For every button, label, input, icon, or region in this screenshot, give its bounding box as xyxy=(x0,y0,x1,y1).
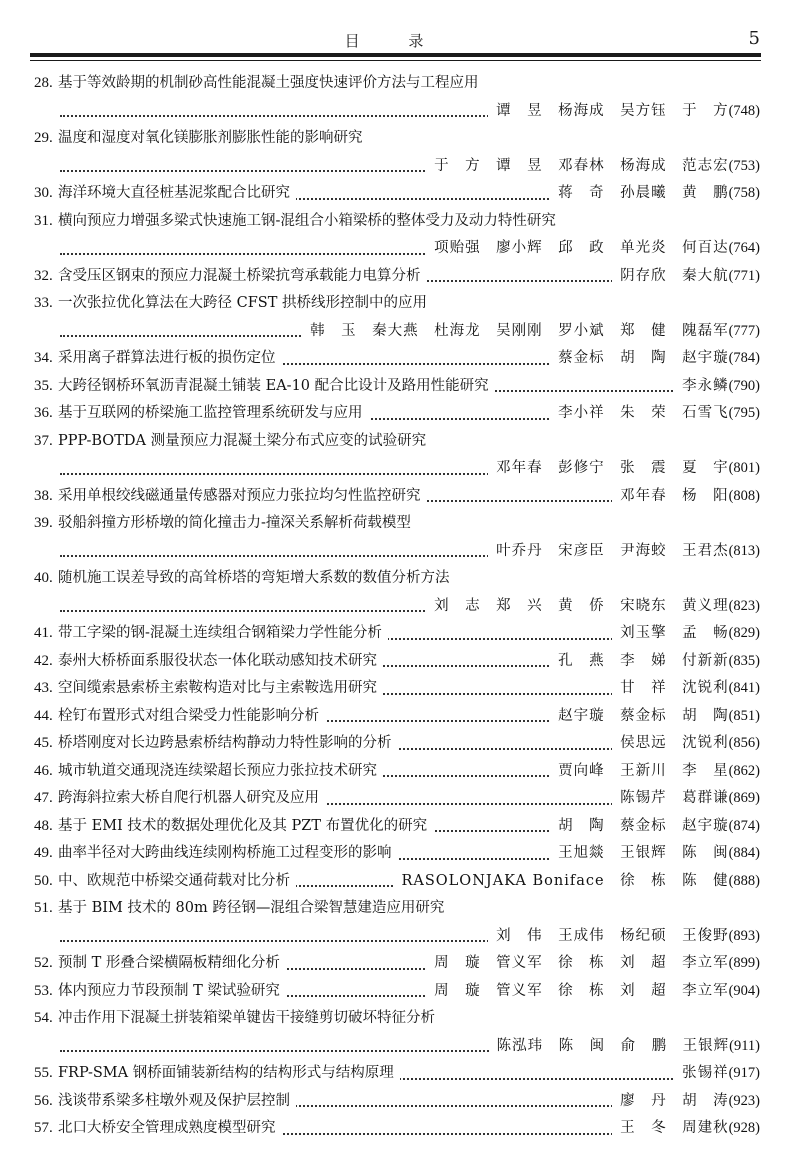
toc-entry-number: 30. xyxy=(34,185,53,201)
toc-entry-title-line xyxy=(0,1115,790,1143)
toc-entry-page: (841) xyxy=(728,680,760,696)
toc-entry-title-line xyxy=(0,263,790,291)
toc-entry-title: 空间缆索悬索桥主索鞍构造对比与主索鞍选用研究 xyxy=(58,675,383,703)
toc-entry[interactable] xyxy=(0,675,790,703)
running-header-title: 目 录 xyxy=(344,32,446,50)
toc-entry-authors-page xyxy=(612,263,760,291)
toc-entry-authors-page xyxy=(488,98,760,126)
toc-entry-title-line xyxy=(0,648,790,676)
toc-entry-author-line xyxy=(0,235,790,263)
toc-entry-title-line xyxy=(0,70,790,98)
toc-entry-page: (893) xyxy=(728,927,760,944)
toc-entry-title: FRP-SMA 钢桥面铺装新结构的结构形式与结构原理 xyxy=(58,1060,400,1088)
toc-entry-author-line xyxy=(0,153,790,181)
toc-entry[interactable] xyxy=(0,1060,790,1088)
toc-entry-page: (813) xyxy=(728,542,760,559)
toc-entry-number: 31. xyxy=(34,212,53,229)
toc-entry-title: 基于 EMI 技术的数据处理优化及其 PZT 布置优化的研究 xyxy=(58,813,433,841)
toc-entry-authors: RASOLONJAKA Boniface 徐 栋 陈 健 xyxy=(401,872,729,889)
toc-entry-title-line xyxy=(0,125,790,153)
toc-entry-page: (801) xyxy=(728,460,760,476)
toc-entry-author-line xyxy=(0,593,790,621)
toc-entry-title: 中、欧规范中桥梁交通荷载对比分析 xyxy=(58,868,296,896)
toc-entry[interactable] xyxy=(0,208,790,263)
toc-entry-page: (784) xyxy=(728,350,760,366)
toc-entry-title: 随机施工误差导致的高耸桥塔的弯矩增大系数的数值分析方法 xyxy=(58,570,450,586)
toc-entry-number: 43. xyxy=(34,680,53,696)
toc-entry-number: 40. xyxy=(34,570,53,586)
toc-entry-number: 44. xyxy=(34,707,53,724)
toc-entry[interactable] xyxy=(0,263,790,291)
toc-entry-title-line xyxy=(0,1005,790,1033)
toc-entry-page: (851) xyxy=(728,707,760,724)
toc-entry-page: (829) xyxy=(728,625,760,641)
toc-entry-page: (753) xyxy=(728,157,760,174)
toc-entry-title: 含受压区钢束的预应力混凝土桥梁抗弯承载能力电算分析 xyxy=(58,263,427,291)
toc-entry-title-line xyxy=(0,868,790,896)
toc-entry-authors-page xyxy=(426,950,760,978)
toc-entry-author-line xyxy=(0,1033,790,1061)
toc-entry-authors: 张锡祥 xyxy=(682,1065,729,1081)
toc-entry[interactable] xyxy=(0,345,790,373)
toc-entry-page: (771) xyxy=(728,267,760,284)
toc-entry-authors-page xyxy=(550,400,760,428)
toc-entry-authors: 甘 祥 沈锐利 xyxy=(620,680,729,696)
toc-entry-title-line xyxy=(0,978,790,1006)
toc-entry-authors-page xyxy=(674,1060,760,1088)
toc-entry-title-line xyxy=(0,730,790,758)
toc-entry-authors-page xyxy=(612,483,760,511)
toc-entry[interactable] xyxy=(0,785,790,813)
toc-entry-authors: 谭 昱 杨海成 吴方钰 于 方 xyxy=(496,102,729,119)
toc-entry-page: (869) xyxy=(728,790,760,806)
toc-entry-authors: 邓年春 彭修宁 张 震 夏 宇 xyxy=(496,460,729,476)
toc-entry-title-line xyxy=(0,483,790,511)
toc-entry-number: 46. xyxy=(34,762,53,779)
toc-entry-title-line xyxy=(0,290,790,318)
toc-entry-authors-page xyxy=(426,978,760,1006)
toc-entry-authors: 刘玉擎 孟 畅 xyxy=(620,625,729,641)
toc-entry[interactable] xyxy=(0,1088,790,1116)
toc-entry[interactable] xyxy=(0,483,790,511)
toc-entry-authors: 蔡金标 胡 陶 赵宇璇 xyxy=(558,350,729,366)
toc-entry-number: 38. xyxy=(34,487,53,504)
toc-entry[interactable] xyxy=(0,950,790,978)
toc-entry-authors: 廖 丹 胡 涛 xyxy=(620,1092,729,1109)
toc-entry-page: (874) xyxy=(728,817,760,834)
toc-entry[interactable] xyxy=(0,290,790,345)
toc-entry-authors-page xyxy=(550,703,760,731)
toc-entry-page: (777) xyxy=(728,322,760,339)
toc-entry-number: 28. xyxy=(34,75,53,91)
toc-entry-authors: 叶乔丹 宋彦臣 尹海蛟 王君杰 xyxy=(496,542,729,559)
toc-entry-authors: 邓年春 杨 阳 xyxy=(620,487,729,504)
toc-entry-title: PPP-BOTDA 测量预应力混凝土梁分布式应变的试验研究 xyxy=(58,432,427,449)
toc-entry-page: (884) xyxy=(728,845,760,861)
toc-entry-page: (823) xyxy=(728,597,760,614)
toc-entry-title-line xyxy=(0,840,790,868)
toc-entry-authors-page xyxy=(550,840,760,868)
toc-entry-authors: 蒋 奇 孙晨曦 黄 鹏 xyxy=(558,185,729,201)
toc-entry[interactable] xyxy=(0,648,790,676)
toc-entry[interactable] xyxy=(0,840,790,868)
toc-entry[interactable] xyxy=(0,620,790,648)
toc-entry-author-line xyxy=(0,455,790,483)
toc-entry-title-line xyxy=(0,345,790,373)
toc-entry-number: 54. xyxy=(34,1010,53,1026)
toc-entry-title: 城市轨道交通现浇连续梁超长预应力张拉技术研究 xyxy=(58,758,383,786)
toc-entry-number: 32. xyxy=(34,267,53,284)
toc-entry-title: 横向预应力增强多梁式快速施工钢-混组合小箱梁桥的整体受力及动力特性研究 xyxy=(58,212,556,229)
toc-entry-title-line xyxy=(0,813,790,841)
toc-entry-title-line xyxy=(0,758,790,786)
toc-entry-title-line xyxy=(0,1088,790,1116)
toc-entry-title: 基于 BIM 技术的 80m 跨径钢—混组合梁智慧建造应用研究 xyxy=(58,900,445,916)
toc-entry-page: (856) xyxy=(728,735,760,751)
toc-entry-page: (835) xyxy=(728,652,760,669)
toc-entry-number: 57. xyxy=(34,1120,53,1136)
header-rule-thick xyxy=(30,53,761,57)
toc-entry-page: (808) xyxy=(728,487,760,504)
toc-entry-number: 45. xyxy=(34,735,53,751)
toc-entry-number: 41. xyxy=(34,625,53,641)
toc-entry-title: 泰州大桥桥面系服役状态一体化联动感知技术研究 xyxy=(58,648,383,676)
toc-entry-number: 53. xyxy=(34,982,53,999)
toc-entry-authors-page xyxy=(426,235,760,263)
toc-entry-number: 52. xyxy=(34,955,53,971)
toc-entry-page: (917) xyxy=(728,1065,760,1081)
toc-entry-authors: 赵宇璇 蔡金标 胡 陶 xyxy=(558,707,729,724)
toc-entry-authors: 周 璇 管义军 徐 栋 刘 超 李立军 xyxy=(434,955,729,971)
toc-entry[interactable] xyxy=(0,565,790,620)
toc-entry-page: (888) xyxy=(728,872,760,889)
toc-entry-page: (764) xyxy=(728,240,760,256)
toc-entry-authors: 胡 陶 蔡金标 赵宇璇 xyxy=(558,817,729,834)
toc-entry-number: 42. xyxy=(34,652,53,669)
toc-entry[interactable] xyxy=(0,730,790,758)
toc-entry-title: 驳船斜撞方形桥墩的简化撞击力-撞深关系解析荷载模型 xyxy=(58,515,411,531)
toc-entry-page: (795) xyxy=(728,405,760,421)
toc-entry-title: 基于互联网的桥梁施工监控管理系统研发与应用 xyxy=(58,400,369,428)
toc-entry[interactable] xyxy=(0,70,790,125)
toc-entry-authors-page xyxy=(550,813,760,841)
toc-entry-number: 50. xyxy=(34,872,53,889)
toc-entry[interactable] xyxy=(0,125,790,180)
toc-entry-page: (899) xyxy=(728,955,760,971)
toc-entry[interactable] xyxy=(0,895,790,950)
toc-entry-title: 跨海斜拉索大桥自爬行机器人研究及应用 xyxy=(58,785,325,813)
toc-entry[interactable] xyxy=(0,428,790,483)
toc-entry-title-line xyxy=(0,180,790,208)
toc-entry-authors: 项贻强 廖小辉 邱 政 单光炎 何百达 xyxy=(434,240,729,256)
toc-entry[interactable] xyxy=(0,180,790,208)
toc-entry-page: (923) xyxy=(728,1092,760,1109)
toc-entry[interactable] xyxy=(0,510,790,565)
header-rule-thin xyxy=(30,60,761,61)
toc-entry-title-line xyxy=(0,950,790,978)
toc-entry-number: 35. xyxy=(34,377,53,394)
toc-entry-title: 一次张拉优化算法在大跨径 CFST 拱桥线形控制中的应用 xyxy=(58,295,427,311)
toc-entry[interactable] xyxy=(0,813,790,841)
toc-entry-authors: 李永鳞 xyxy=(682,377,729,394)
toc-entry-page: (911) xyxy=(729,1037,760,1054)
toc-entry-title: 海洋环境大直径桩基泥浆配合比研究 xyxy=(58,180,296,208)
toc-entry[interactable] xyxy=(0,1005,790,1060)
toc-entry-number: 29. xyxy=(34,130,53,146)
toc-entry-page: (928) xyxy=(728,1120,760,1136)
toc-entry-page: (790) xyxy=(728,377,760,394)
toc-entry-title: 基于等效龄期的机制砂高性能混凝土强度快速评价方法与工程应用 xyxy=(58,75,479,91)
toc-entry-number: 49. xyxy=(34,845,53,861)
toc-entry-authors-page xyxy=(550,648,760,676)
toc-entry-title-line xyxy=(0,373,790,401)
toc-entry-title-line xyxy=(0,895,790,923)
toc-entry-authors-page xyxy=(550,345,760,373)
toc-entry-authors: 孔 燕 李 娣 付新新 xyxy=(558,652,729,669)
toc-entry-authors: 韩 玉 秦大燕 杜海龙 吴刚刚 罗小斌 郑 健 隗磊军 xyxy=(310,322,729,339)
toc-entry-page: (748) xyxy=(728,102,760,119)
toc-entry-number: 39. xyxy=(34,515,53,531)
toc-entry-number: 37. xyxy=(34,432,53,449)
toc-entry-authors-page xyxy=(612,1088,760,1116)
toc-entry[interactable] xyxy=(0,758,790,786)
toc-entry-authors-page xyxy=(489,1033,760,1061)
toc-entry-authors: 于 方 谭 昱 邓春林 杨海成 范志宏 xyxy=(434,157,729,174)
toc-entry-author-line xyxy=(0,98,790,126)
toc-entry-author-line xyxy=(0,923,790,951)
toc-entry-number: 56. xyxy=(34,1092,53,1109)
toc-entry-authors: 侯思远 沈锐利 xyxy=(620,735,729,751)
toc-entry[interactable] xyxy=(0,373,790,401)
toc-entry-number: 55. xyxy=(34,1065,53,1081)
toc-entry-authors-page xyxy=(612,620,760,648)
toc-entry-title: 采用离子群算法进行板的损伤定位 xyxy=(58,345,282,373)
toc-entry-title: 大跨径钢桥环氧沥青混凝土铺装 EA-10 配合比设计及路用性能研究 xyxy=(58,373,495,401)
toc-entry-title: 体内预应力节段预制 T 梁试验研究 xyxy=(58,978,286,1006)
toc-entry-title: 温度和湿度对氧化镁膨胀剂膨胀性能的影响研究 xyxy=(58,130,363,146)
toc-entry-authors-page xyxy=(488,538,760,566)
toc-entry-authors-page xyxy=(488,923,760,951)
toc-entry-authors: 阴存欣 秦大航 xyxy=(620,267,729,284)
toc-entry-page: (758) xyxy=(728,185,760,201)
toc-entry[interactable] xyxy=(0,868,790,896)
toc-entry-authors: 陈锡芹 葛群谦 xyxy=(620,790,729,806)
toc-entry-title-line xyxy=(0,510,790,538)
toc-entry-title: 带工字梁的钢-混凝土连续组合钢箱梁力学性能分析 xyxy=(58,620,388,648)
toc-entry-authors-page xyxy=(612,730,760,758)
toc-entry-authors-page xyxy=(488,455,760,483)
toc-entry-title: 北口大桥安全管理成熟度模型研究 xyxy=(58,1115,282,1143)
toc-entry-authors-page xyxy=(426,593,760,621)
toc-entry-authors: 刘 志 郑 兴 黄 侨 宋晓东 黄义理 xyxy=(434,597,729,614)
toc-entry-title-line xyxy=(0,400,790,428)
toc-entry-authors: 周 璇 管义军 徐 栋 刘 超 李立军 xyxy=(434,982,729,999)
toc-entry-authors: 贾向峰 王新川 李 星 xyxy=(558,762,729,779)
toc-entry-title: 采用单根绞线磁通量传感器对预应力张拉均匀性监控研究 xyxy=(58,483,427,511)
toc-entry-title-line xyxy=(0,208,790,236)
toc-entry-number: 51. xyxy=(34,900,53,916)
toc-entry-number: 47. xyxy=(34,790,53,806)
toc-entry-number: 33. xyxy=(34,295,53,311)
toc-entry-page: (904) xyxy=(728,982,760,999)
toc-entry-title: 桥塔刚度对长边跨悬索桥结构静动力特性影响的分析 xyxy=(58,730,398,758)
page-number: 5 xyxy=(748,28,760,49)
toc-entry-authors-page xyxy=(612,675,760,703)
toc-entry-authors-page xyxy=(426,153,760,181)
toc-entry-title: 浅谈带系梁多柱墩外观及保护层控制 xyxy=(58,1088,296,1116)
toc-entry-title: 栓钉布置形式对组合梁受力性能影响分析 xyxy=(58,703,325,731)
toc-entry-title-line xyxy=(0,703,790,731)
toc-entry-authors: 刘 伟 王成伟 杨纪硕 王俊野 xyxy=(496,927,729,944)
toc-entry-authors-page xyxy=(302,318,760,346)
toc-entry-authors: 王 冬 周建秋 xyxy=(620,1120,729,1136)
toc-entry-title: 曲率半径对大跨曲线连续刚构桥施工过程变形的影响 xyxy=(58,840,398,868)
toc-entry-number: 36. xyxy=(34,405,53,421)
toc-entry[interactable] xyxy=(0,978,790,1006)
toc-entry[interactable] xyxy=(0,400,790,428)
toc-entry-title: 预制 T 形叠合梁横隔板精细化分析 xyxy=(58,950,286,978)
toc-entry-number: 48. xyxy=(34,817,53,834)
toc-entry-page: (862) xyxy=(728,762,760,779)
toc-entry-author-line xyxy=(0,538,790,566)
toc-entry-title-line xyxy=(0,620,790,648)
toc-entry-authors: 王旭燚 王银辉 陈 闽 xyxy=(558,845,729,861)
toc-entry-title-line xyxy=(0,1060,790,1088)
toc-entry-list xyxy=(0,70,790,1143)
toc-entry-authors-page xyxy=(674,373,760,401)
toc-entry-title-line xyxy=(0,785,790,813)
toc-entry[interactable] xyxy=(0,1115,790,1143)
toc-entry-authors-page xyxy=(612,1115,760,1143)
toc-entry-authors-page xyxy=(550,758,760,786)
toc-entry-title: 冲击作用下混凝土拼装箱梁单键齿干接缝剪切破坏特征分析 xyxy=(58,1010,435,1026)
toc-entry[interactable] xyxy=(0,703,790,731)
toc-entry-title-line xyxy=(0,565,790,593)
toc-entry-number: 34. xyxy=(34,350,53,366)
toc-entry-title-line xyxy=(0,428,790,456)
toc-entry-authors: 陈泓玮 陈 闽 俞 鹏 王银辉 xyxy=(496,1037,730,1054)
toc-entry-authors: 李小祥 朱 荣 石雪飞 xyxy=(558,405,729,421)
toc-entry-authors-page xyxy=(393,868,760,896)
toc-entry-title-line xyxy=(0,675,790,703)
toc-entry-author-line xyxy=(0,318,790,346)
toc-entry-authors-page xyxy=(612,785,760,813)
toc-entry-authors-page xyxy=(550,180,760,208)
